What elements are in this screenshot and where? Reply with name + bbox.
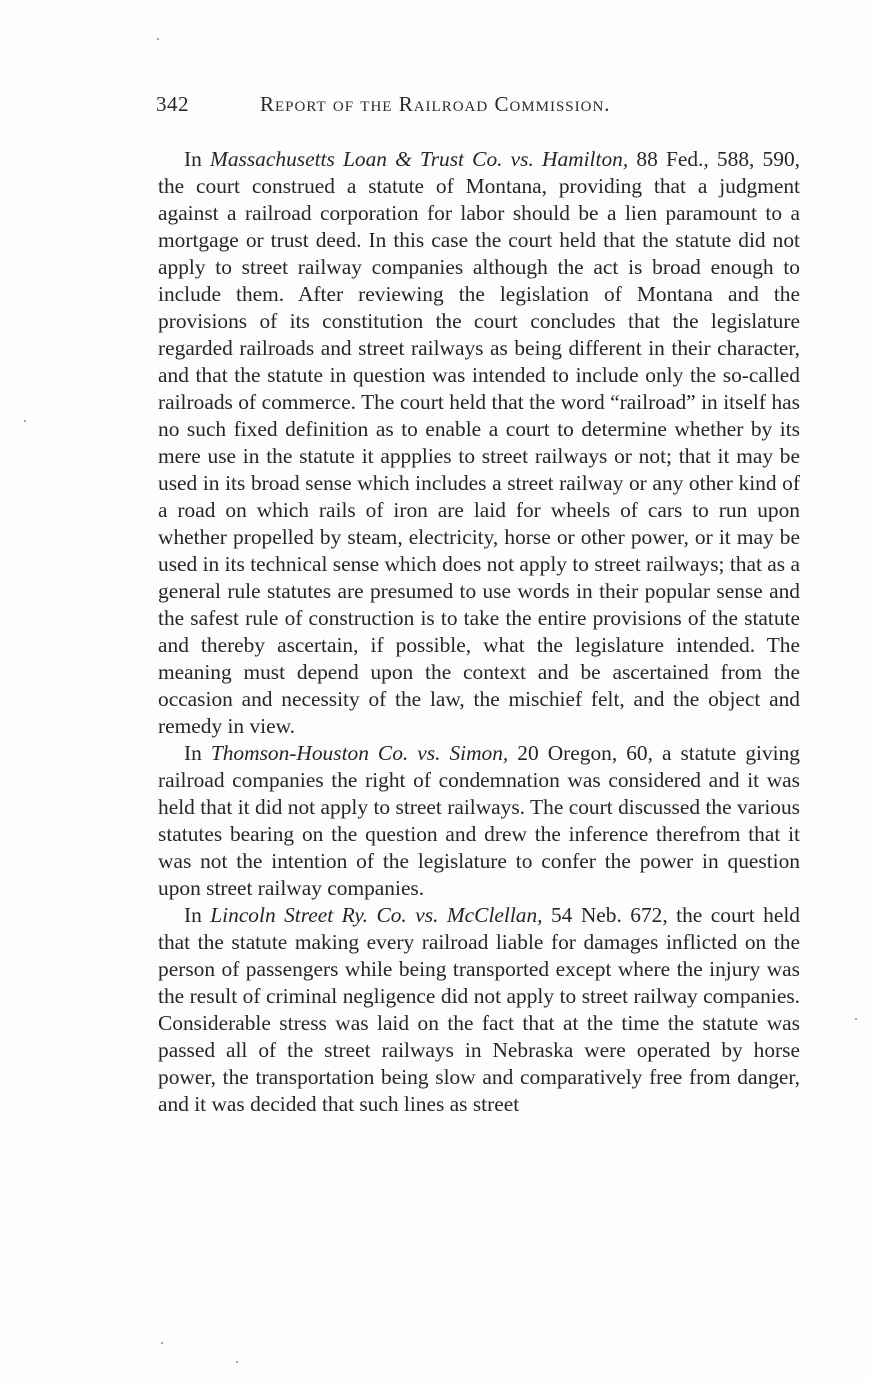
scan-speck	[236, 1361, 238, 1363]
scan-speck	[24, 420, 26, 422]
paragraph-lead: In	[184, 147, 211, 171]
scan-speck	[161, 1342, 163, 1344]
case-name: Lincoln Street Ry. Co. vs. McClellan,	[210, 903, 543, 927]
paragraph-body: 88 Fed., 588, 590, the court construed a statute of Montana, providing that a judgment against a railroad corporation for labor should be a lien paramount to a mortgage or trust deed. In this case the court held that the statute did not apply to street railway companies although the act is broad enough to include them. After reviewing the legislation of Montana and the provisions of its constitution the court concludes that the legislature regarded railroads and street railways as being different in their character, and that the statute in question was intended to include only the so-called railroads of commerce. The court held that the word “railroad” in itself has no such fixed definition as to enable a court to determine whether by its mere use in the statute it appplies to street railways or not; that it may be used in its broad sense which includes a street railway or any other kind of a road on which rails of iron are laid for wheels of cars to run upon whether propelled by steam, electricity, horse or other power, or it may be used in its technical sense which does not apply to street railways; that as a general rule statutes are presumed to use words in their popular sense and the safest rule of construction is to take the entire provisions of the statute and thereby ascertain, if possible, what the legislature intended. The meaning must depend upon the context and be ascertained from the occasion and necessity of the law, the mischief felt, and the object and remedy in view.	[158, 147, 800, 738]
case-name: Massachusetts Loan & Trust Co. vs. Hamilton,	[210, 147, 629, 171]
paragraph-lead: In	[184, 903, 211, 927]
paragraph-lead: In	[184, 741, 211, 765]
paragraph-body: 20 Oregon, 60, a statute giving railroad companies the right of condemnation was considered and it was held that it did not apply to street railways. The court discussed the various statutes bearing on the question and drew the inference therefrom that it was not the intention of the legislature to confer the power in question upon street railway companies.	[158, 741, 800, 900]
running-title: Report of the Railroad Commission.	[260, 92, 611, 116]
page-header	[156, 92, 796, 122]
paragraph-lincoln-street	[158, 902, 800, 1118]
paragraph-massachusetts-loan	[158, 146, 800, 740]
page-number: 342	[156, 92, 189, 116]
scan-speck	[157, 38, 159, 40]
paragraph-thomson-houston	[158, 740, 800, 902]
paragraph-body: 54 Neb. 672, the court held that the statute making every railroad liable for damages inflicted on the person of passengers while being transported except where the injury was the result of criminal negligence did not apply to street railway companies. Considerable stress was laid on the fact that at the time the statute was passed all of the street railways in Nebraska were operated by horse power, the transportation being slow and comparatively free from danger, and it was decided that such lines as street	[158, 903, 800, 1116]
case-name: Thomson-Houston Co. vs. Simon,	[210, 741, 509, 765]
scan-speck	[855, 1018, 857, 1020]
body-text	[158, 146, 800, 1118]
